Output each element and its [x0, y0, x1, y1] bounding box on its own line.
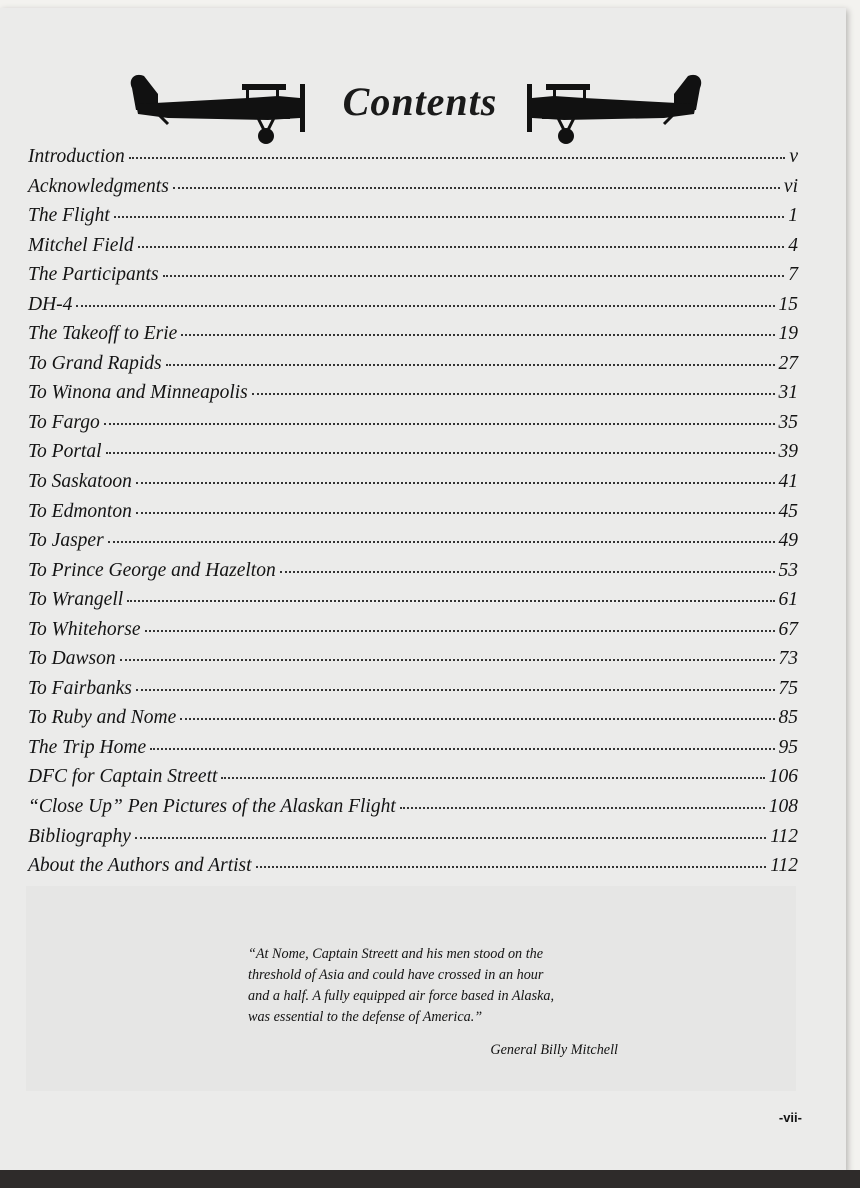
toc-entry — [28, 176, 798, 206]
toc-entry-title: To Edmonton — [28, 500, 132, 522]
toc-entry-page: 75 — [778, 677, 798, 699]
biplane-silhouette-icon — [526, 70, 704, 146]
toc-entry-page: 112 — [770, 855, 798, 877]
toc-dot-leader — [150, 747, 774, 750]
toc-dot-leader — [104, 422, 775, 425]
toc-dot-leader — [108, 540, 775, 543]
toc-entry-page: 41 — [778, 471, 798, 493]
toc-entry — [28, 501, 798, 531]
table-of-contents — [28, 146, 798, 885]
toc-dot-leader — [180, 717, 774, 720]
toc-entry-title: The Takeoff to Erie — [28, 323, 178, 345]
toc-entry-title: To Whitehorse — [28, 618, 141, 640]
toc-dot-leader — [166, 363, 775, 366]
toc-entry — [28, 323, 798, 353]
toc-entry-title: To Ruby and Nome — [28, 707, 177, 729]
toc-entry — [28, 826, 798, 856]
toc-dot-leader — [136, 688, 775, 691]
toc-entry-title: About the Authors and Artist — [28, 855, 252, 877]
toc-entry-title: To Jasper — [28, 530, 104, 552]
toc-entry — [28, 205, 798, 235]
toc-dot-leader — [173, 186, 780, 189]
toc-entry-page: v — [789, 146, 798, 167]
toc-dot-leader — [181, 333, 774, 336]
toc-entry-page: 106 — [768, 766, 798, 788]
toc-dot-leader — [135, 836, 766, 839]
toc-dot-leader — [127, 599, 774, 602]
toc-entry-title: The Trip Home — [28, 736, 147, 758]
biplane-silhouette-icon — [128, 70, 306, 146]
toc-entry-title: Bibliography — [28, 825, 131, 847]
page-title: Contents — [342, 79, 498, 124]
toc-entry-title: Introduction — [28, 146, 125, 167]
toc-dot-leader — [129, 156, 786, 159]
toc-dot-leader — [136, 481, 775, 484]
toc-entry-title: DH-4 — [28, 293, 73, 315]
toc-entry-title: To Prince George and Hazelton — [28, 559, 276, 581]
toc-entry-page: 61 — [778, 589, 798, 611]
toc-entry — [28, 235, 798, 265]
toc-entry — [28, 619, 798, 649]
toc-entry-title: To Winona and Minneapolis — [28, 382, 248, 404]
toc-entry-title: To Saskatoon — [28, 471, 132, 493]
quote-line: was essential to the defense of America.” — [248, 1009, 483, 1025]
toc-entry — [28, 471, 798, 501]
toc-dot-leader — [120, 658, 775, 661]
toc-entry-title: To Grand Rapids — [28, 352, 162, 374]
toc-entry-page: 27 — [778, 352, 798, 374]
toc-entry — [28, 589, 798, 619]
quote-line: threshold of Asia and could have crossed in an hour — [248, 967, 544, 983]
toc-dot-leader — [163, 274, 785, 277]
toc-dot-leader — [136, 511, 775, 514]
toc-entry-page: 53 — [778, 559, 798, 581]
toc-dot-leader — [252, 392, 775, 395]
toc-entry — [28, 648, 798, 678]
toc-dot-leader — [280, 570, 775, 573]
toc-entry — [28, 707, 798, 737]
toc-entry-page: 35 — [778, 411, 798, 433]
toc-entry-page: 95 — [778, 736, 798, 758]
toc-entry-page: 49 — [778, 530, 798, 552]
toc-entry-page: vi — [783, 175, 798, 197]
toc-entry — [28, 560, 798, 590]
table-surface — [0, 1170, 860, 1188]
quote-attribution: General Billy Mitchell — [490, 1042, 618, 1058]
toc-entry — [28, 530, 798, 560]
toc-entry — [28, 441, 798, 471]
toc-dot-leader — [400, 806, 765, 809]
toc-entry-title: To Dawson — [28, 648, 116, 670]
page-number: -vii- — [778, 1110, 802, 1125]
toc-dot-leader — [106, 451, 775, 454]
toc-entry-title: DFC for Captain Streett — [28, 766, 218, 788]
toc-entry-title: The Participants — [28, 264, 159, 286]
toc-entry-page: 45 — [778, 500, 798, 522]
toc-entry-page: 1 — [788, 205, 798, 227]
toc-dot-leader — [256, 865, 767, 868]
toc-dot-leader — [138, 245, 785, 248]
quote-text — [248, 944, 628, 1028]
toc-entry-page: 19 — [778, 323, 798, 345]
toc-entry-page: 73 — [778, 648, 798, 670]
toc-entry-page: 4 — [788, 234, 798, 256]
toc-entry-title: To Wrangell — [28, 589, 124, 611]
toc-entry — [28, 678, 798, 708]
toc-entry-page: 85 — [778, 707, 798, 729]
toc-dot-leader — [145, 629, 775, 632]
toc-entry-page: 67 — [778, 618, 798, 640]
toc-entry — [28, 353, 798, 383]
toc-entry — [28, 766, 798, 796]
quote-line: and a half. A fully equipped air force based in Alaska, — [248, 988, 555, 1004]
toc-entry-title: To Portal — [28, 441, 102, 463]
toc-dot-leader — [76, 304, 774, 307]
toc-entry-page: 39 — [778, 441, 798, 463]
toc-entry-title: To Fargo — [28, 411, 100, 433]
toc-entry — [28, 855, 798, 885]
toc-entry — [28, 294, 798, 324]
quote-line: “At Nome, Captain Streett and his men stood on the — [248, 946, 544, 962]
toc-entry — [28, 412, 798, 442]
toc-dot-leader — [221, 776, 764, 779]
toc-entry-title: Mitchel Field — [28, 234, 134, 256]
toc-entry-title: To Fairbanks — [28, 677, 132, 699]
toc-entry — [28, 146, 798, 176]
toc-entry-title: Acknowledgments — [28, 175, 169, 197]
toc-entry-title: “Close Up” Pen Pictures of the Alaskan Flight — [28, 796, 396, 818]
toc-dot-leader — [114, 215, 784, 218]
toc-entry-title: The Flight — [28, 205, 110, 227]
toc-entry-page: 7 — [788, 264, 798, 286]
toc-entry-page: 112 — [770, 825, 798, 847]
contents-header — [0, 60, 846, 150]
toc-entry — [28, 737, 798, 767]
toc-entry — [28, 796, 798, 826]
toc-entry — [28, 382, 798, 412]
toc-entry — [28, 264, 798, 294]
toc-entry-page: 31 — [778, 382, 798, 404]
toc-entry-page: 108 — [768, 796, 798, 818]
toc-entry-page: 15 — [778, 293, 798, 315]
